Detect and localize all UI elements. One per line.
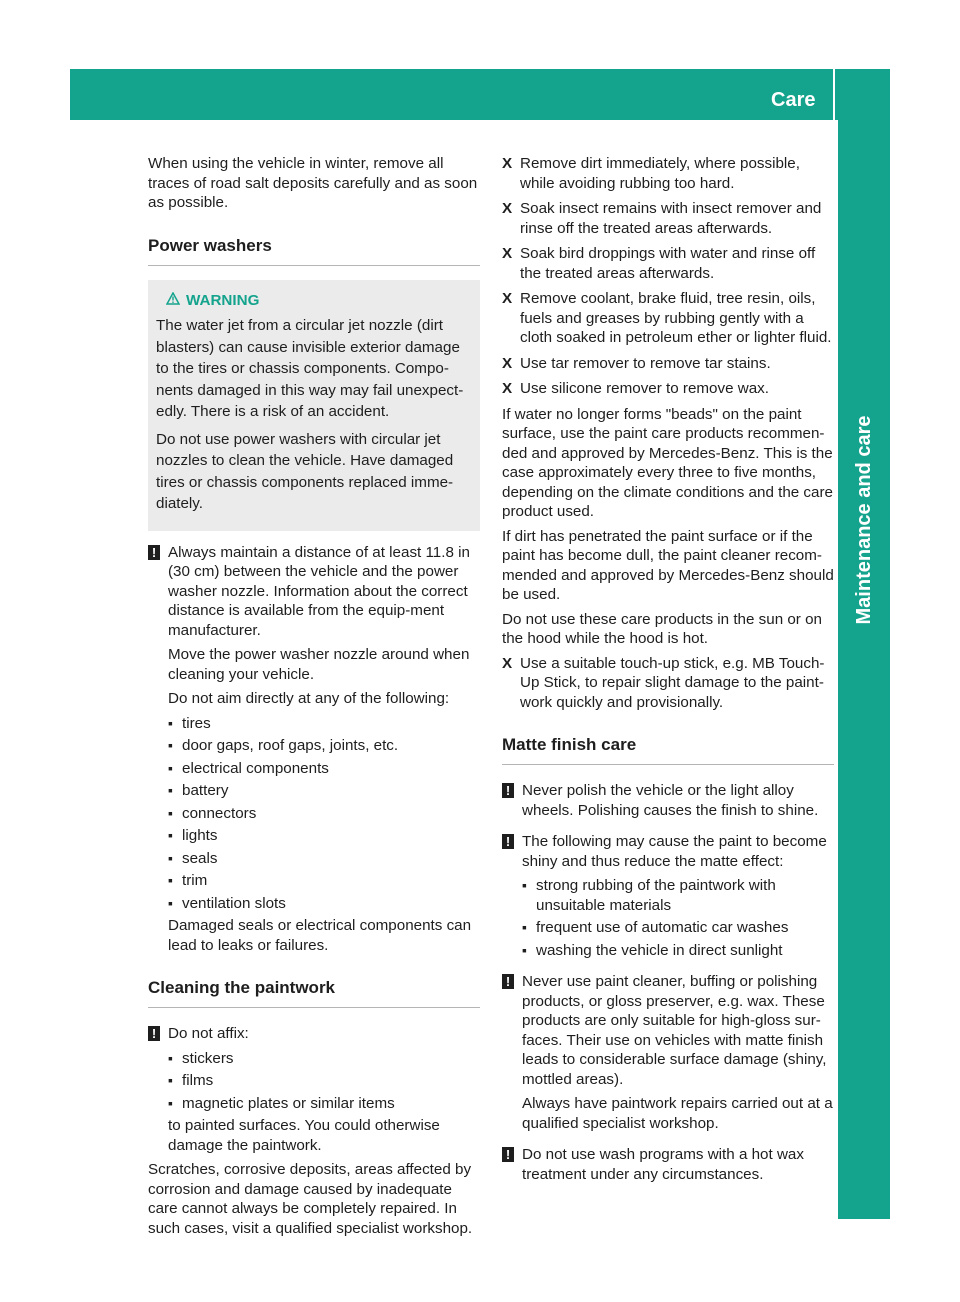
paint-care-paragraph: If water no longer forms "beads" on the paint surface, use the paint care products recommen-ded and approved by Mercedes-Benz. This is the case approximately every three to five months, depending on the climate conditions and the care product used. [502, 405, 833, 520]
heading-cleaning-paintwork: Cleaning the paintwork [148, 977, 480, 1008]
heading-power-washers: Power washers [148, 235, 480, 266]
warning-box [148, 280, 480, 531]
paint-cleaner-paragraph: If dirt has penetrated the paint surface or if the paint has become dull, the paint cleaner recom-mended and approved by Mercedes-Benz should be used. [502, 527, 834, 603]
list-item: ▪ door gaps, roof gaps, joints, etc. [168, 736, 480, 756]
action-list [502, 654, 834, 713]
note-icon: ! [502, 834, 514, 849]
list-item: ▪ ventilation slots [168, 894, 480, 914]
header-divider [833, 69, 835, 120]
note-never-polish [502, 781, 834, 820]
note-icon: ! [502, 1147, 514, 1162]
bullet-list [522, 876, 834, 960]
list-item: ▪ connectors [168, 804, 480, 824]
note-icon: ! [502, 783, 514, 798]
note-do-not-affix [148, 1024, 480, 1155]
action-arrow-icon: X [502, 155, 513, 172]
warning-text-2: Do not use power washers with circular jet nozzles to clean the vehicle. Have damaged tires or chassis components replaced imme-diately. [156, 430, 454, 512]
warning-header [166, 290, 474, 312]
list-item: ▪ tires [168, 714, 480, 734]
action-list [502, 154, 834, 399]
left-column [148, 154, 480, 1243]
action-item: X Use tar remover to remove tar stains. [502, 354, 771, 372]
list-item: ▪ battery [168, 781, 480, 801]
action-arrow-icon: X [502, 200, 513, 217]
action-item: X Remove dirt immediately, where possible, while avoiding rubbing too hard. [502, 155, 800, 192]
list-item: ▪ films [168, 1071, 480, 1091]
bullet-list [168, 1049, 480, 1114]
right-column [502, 154, 834, 1189]
warning-label: WARNING [186, 291, 260, 309]
action-item: X Use a suitable touch-up stick, e.g. MB Touch-Up Stick, to repair slight damage to the paint-work quickly and provisionally. [502, 654, 825, 711]
note-text: Never use paint cleaner, buffing or polishing products, or gloss preserver, e.g. wax. These products are only suitable for high-gloss sur-faces. Their use on vehicles with matte finish leads to considerable surface damage (shiny, mottled areas). [522, 973, 827, 1088]
heading-matte-finish: Matte finish care [502, 734, 834, 765]
warning-triangle-icon [166, 290, 180, 312]
intro-paragraph: When using the vehicle in winter, remove all traces of road salt deposits carefully and as soon as possible. [148, 155, 478, 211]
note-icon: ! [502, 974, 514, 989]
section-title: Care [771, 89, 816, 111]
list-item: ▪ electrical components [168, 759, 480, 779]
note-power-washer [148, 543, 480, 956]
list-item: ▪ frequent use of automatic car washes [522, 918, 834, 938]
action-item: X Remove coolant, brake fluid, tree resin, oils, fuels and greases by rubbing gently with a cloth soaked in petroleum ether or lighter fluid. [502, 290, 832, 346]
sun-warning-paragraph: Do not use these care products in the sun or on the hood while the hood is hot. [502, 610, 822, 647]
action-arrow-icon: X [502, 654, 513, 672]
note-text: Do not use wash programs with a hot wax treatment under any circumstances. [522, 1146, 804, 1183]
note-text: Never polish the vehicle or the light alloy wheels. Polishing causes the finish to shine. [522, 782, 819, 819]
note-text: to painted surfaces. You could otherwise damage the paintwork. [168, 1117, 440, 1154]
list-item: ▪ lights [168, 826, 480, 846]
note-hot-wax [502, 1145, 834, 1184]
note-text: Do not affix: [168, 1025, 249, 1042]
note-text: Damaged seals or electrical components can lead to leaks or failures. [168, 917, 472, 954]
list-item: ▪ seals [168, 849, 480, 869]
list-item: ▪ stickers [168, 1049, 480, 1069]
note-text: Do not aim directly at any of the following: [168, 690, 450, 707]
bullet-list [168, 714, 480, 914]
note-text: Always have paintwork repairs carried out at a qualified specialist workshop. [522, 1095, 833, 1132]
warning-text-1: The water jet from a circular jet nozzle (dirt blasters) can cause invisible exterior damage to the tires or chassis components. Compo-nents damaged in this way may fail unexpect-edly. There is a risk of an accident. [156, 317, 464, 420]
action-item: X Use silicone remover to remove wax. [502, 380, 769, 397]
note-text: Move the power washer nozzle around when cleaning your vehicle. [168, 646, 470, 683]
side-tab-label: Maintenance and care [853, 415, 875, 625]
note-icon: ! [148, 1026, 160, 1041]
action-arrow-icon: X [502, 380, 513, 397]
note-text: Always maintain a distance of at least 11.8 in (30 cm) between the vehicle and the power washer nozzle. Information about the correct distance is available from the equip-ment manufacturer. [168, 543, 470, 639]
list-item: ▪ strong rubbing of the paintwork with unsuitable materials [522, 876, 834, 915]
note-shiny-paint [502, 832, 834, 960]
header-bar [70, 69, 890, 120]
action-item: X Soak bird droppings with water and rinse off the treated areas afterwards. [502, 245, 816, 282]
action-arrow-icon: X [502, 245, 513, 262]
action-item: X Soak insect remains with insect remover and rinse off the treated areas afterwards. [502, 200, 822, 237]
list-item: ▪ trim [168, 871, 480, 891]
list-item: ▪ magnetic plates or similar items [168, 1094, 480, 1114]
note-text: The following may cause the paint to become shiny and thus reduce the matte effect: [522, 833, 827, 870]
note-paint-cleaner [502, 972, 834, 1133]
action-arrow-icon: X [502, 354, 513, 372]
paintwork-paragraph: Scratches, corrosive deposits, areas affected by corrosion and damage caused by inadequate care cannot always be completely repaired. In such cases, visit a qualified specialist workshop. [148, 1161, 473, 1237]
note-icon: ! [148, 545, 160, 560]
list-item: ▪ washing the vehicle in direct sunlight [522, 941, 834, 961]
side-tab [838, 69, 890, 1219]
action-arrow-icon: X [502, 290, 513, 307]
